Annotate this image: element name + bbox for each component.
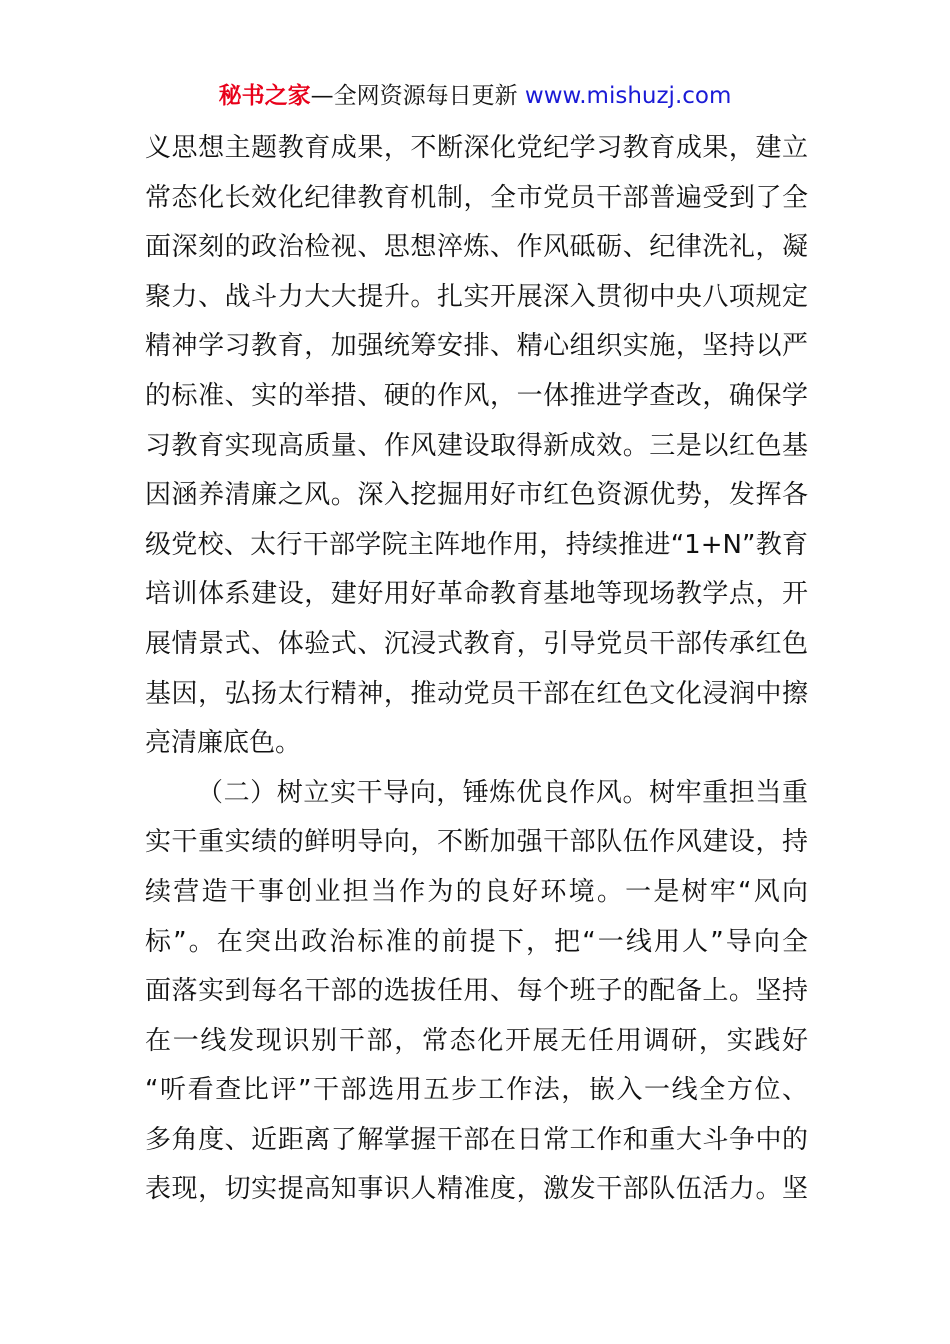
text-line: 义思想主题教育成果，不断深化党纪学习教育成果，建立 [145, 133, 808, 163]
section-heading-line: （二）树立实干导向，锤炼优良作风。树牢重担当重 [197, 777, 808, 808]
text-line: 因涵养清廉之风。深入挖掘用好市红色资源优势，发挥各 [145, 480, 808, 511]
text-line: 基因，弘扬太行精神，推动党员干部在红色文化浸润中擦 [145, 678, 808, 709]
text-line: 面落实到每名干部的选拔任用、每个班子的配备上。坚持 [145, 976, 808, 1007]
text-line: 实干重实绩的鲜明导向，不断加强干部队伍作风建设，持 [145, 827, 808, 858]
site-url-link[interactable]: www.mishuzj.com [524, 83, 732, 109]
site-tagline: —全网资源每日更新 [310, 83, 518, 109]
text-line: 的标准、实的举措、硬的作风，一体推进学查改，确保学 [145, 380, 808, 411]
text-line: 聚力、战斗力大大提升。扎实开展深入贯彻中央八项规定 [145, 281, 808, 312]
text-line: 级党校、太行干部学院主阵地作用，持续推进“1+N”教育 [145, 529, 808, 560]
text-line: 标”。在突出政治标准的前提下，把“一线用人”导向全 [145, 926, 808, 957]
text-line: 展情景式、体验式、沉浸式教育，引导党员干部传承红色 [145, 628, 808, 659]
text-line: 表现，切实提高知事识人精准度，激发干部队伍活力。坚 [145, 1174, 808, 1205]
site-header [0, 78, 950, 114]
text-line: 培训体系建设，建好用好革命教育基地等现场教学点，开 [145, 579, 808, 610]
document-body [145, 124, 808, 1215]
site-brand: 秘书之家 [218, 83, 311, 109]
text-line: 常态化长效化纪律教育机制，全市党员干部普遍受到了全 [145, 182, 808, 213]
text-line: 亮清廉底色。 [145, 728, 302, 759]
text-line: 面深刻的政治检视、思想淬炼、作风砥砺、纪律洗礼，凝 [145, 232, 808, 263]
text-line: 多角度、近距离了解掌握干部在日常工作和重大斗争中的 [145, 1124, 808, 1155]
text-line: 习教育实现高质量、作风建设取得新成效。三是以红色基 [145, 430, 808, 461]
text-line: 续营造干事创业担当作为的良好环境。一是树牢“风向 [145, 876, 808, 907]
text-line: “听看查比评”干部选用五步工作法，嵌入一线全方位、 [145, 1075, 808, 1106]
text-line: 精神学习教育，加强统筹安排、精心组织实施，坚持以严 [145, 331, 808, 362]
text-line: 在一线发现识别干部，常态化开展无任用调研，实践好 [145, 1025, 808, 1056]
